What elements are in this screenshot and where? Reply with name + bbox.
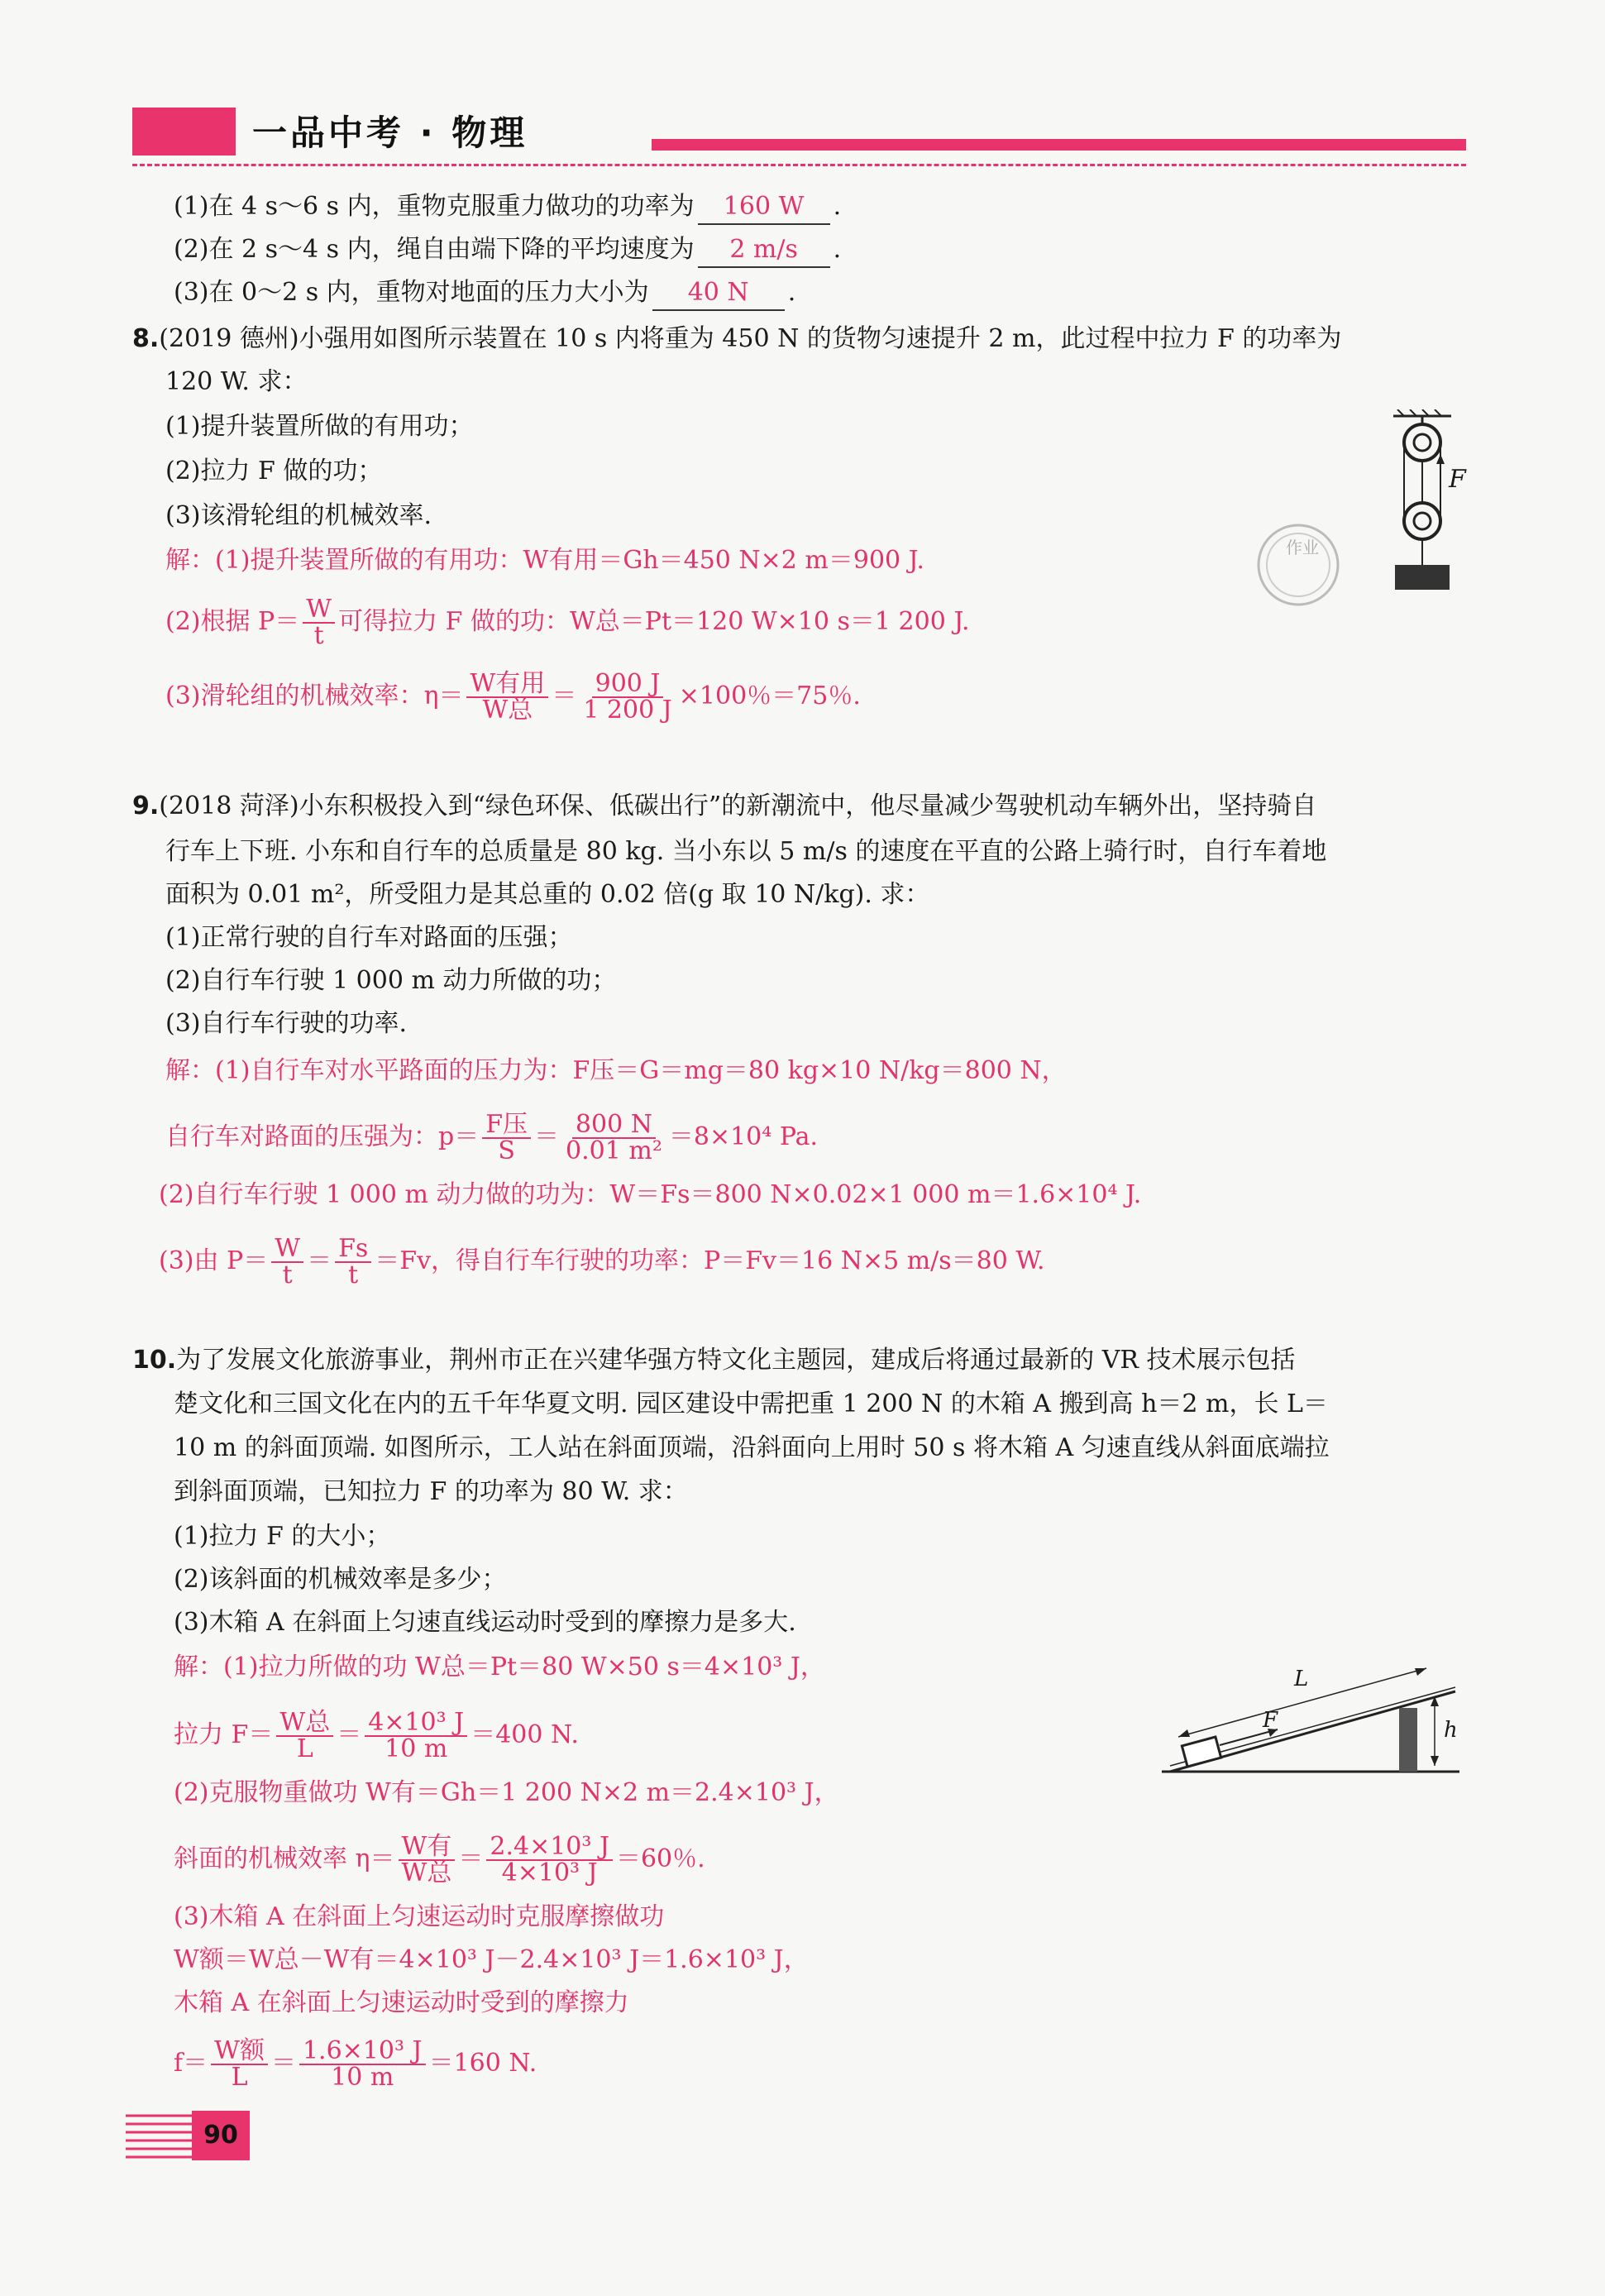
fraction-numerator: 2.4×10³ J — [486, 1834, 613, 1861]
q10-answer2-pre: 拉力 F＝ — [174, 1720, 274, 1749]
q10-answer8-fraction1 — [211, 2036, 268, 2092]
q10-answer7: 木箱 A 在斜面上匀速运动时受到的摩擦力 — [174, 1988, 629, 2017]
fraction-denominator: 4×10³ J — [501, 1858, 598, 1887]
q10-answer8-pre: f＝ — [174, 2049, 208, 2078]
q10-answer4-fraction2 — [486, 1834, 613, 1886]
q8-answer1: 解：(1)提升装置所做的有用功：W有用＝Gh＝450 N×2 m＝900 J. — [165, 546, 924, 575]
fraction-numerator: 1.6×10³ J — [299, 2039, 426, 2065]
q10-answer4-post: ＝60％. — [615, 1844, 705, 1873]
q9-answer2-post: ＝8×10⁴ Pa. — [668, 1122, 819, 1151]
fraction-numerator: W额 — [211, 2039, 268, 2065]
q10-stem4: 到斜面顶端，已知拉力 F 的功率为 80 W. 求： — [174, 1477, 688, 1506]
q7-part2-text: (2)在 2 s～4 s 内，绳自由端下降的平均速度为 — [174, 235, 695, 264]
q9-sub2: (2)自行车行驶 1 000 m 动力所做的功； — [165, 966, 617, 995]
equals-sign: ＝ — [337, 1720, 362, 1749]
q10-stem1: 为了发展文化旅游事业，荆州市正在兴建华强方特文化主题园，建成后将通过最新的 VR 技术展示包括 — [176, 1346, 1296, 1375]
fraction-numerator: 4×10³ J — [365, 1710, 467, 1737]
incline-height-label: h — [1444, 1718, 1458, 1743]
q7-part1-answer: 160 W — [698, 190, 830, 225]
q9-answer2-fraction1 — [482, 1112, 531, 1164]
q9-answer2-pre: 自行车对路面的压强为：p＝ — [165, 1122, 480, 1151]
fraction-denominator: 0.01 m² — [566, 1136, 662, 1165]
fraction-numerator: Fs — [335, 1236, 371, 1263]
incline-force-label: F — [1263, 1708, 1278, 1733]
fraction-denominator: L — [231, 2063, 248, 2092]
fraction-numerator: W — [271, 1236, 303, 1263]
q8-answer2-pre: (2)根据 P＝ — [165, 607, 300, 636]
fraction-numerator: W有 — [399, 1834, 456, 1861]
q8-answer3-fraction1 — [466, 669, 548, 725]
q8-sub3: (3)该滑轮组的机械效率. — [165, 501, 432, 530]
q10-answer4-pre: 斜面的机械效率 η＝ — [174, 1844, 395, 1873]
fraction-denominator: t — [282, 1260, 293, 1289]
equals-sign: ＝ — [552, 682, 577, 710]
q7-part2 — [174, 233, 841, 268]
q9-stem2: 行车上下班. 小东和自行车的总质量是 80 kg. 当小东以 5 m/s 的速度在平直的公路上骑行时，自行车着地 — [165, 837, 1327, 866]
q9-answer4-post: ＝Fv，得自行车行驶的功率：P＝Fv＝16 N×5 m/s＝80 W. — [375, 1246, 1045, 1275]
q9-answer4-fraction1 — [271, 1236, 303, 1288]
header-divider — [132, 164, 1466, 166]
q7-part1-end: . — [833, 192, 842, 221]
fraction-denominator: S — [498, 1136, 515, 1165]
q8-sub2: (2)拉力 F 做的功； — [165, 457, 383, 486]
fraction-numerator: W有用 — [466, 672, 548, 698]
q10-answer8-post: ＝160 N. — [428, 2049, 537, 2078]
q10-sub3: (3)木箱 A 在斜面上匀速直线运动时受到的摩擦力是多大. — [174, 1608, 796, 1637]
q8-answer2-post: 可得拉力 F 做的功：W总＝Pt＝120 W×10 s＝1 200 J. — [338, 607, 970, 636]
q10-number: 10. — [132, 1346, 177, 1375]
q8-answer2-fraction — [303, 597, 335, 648]
fraction-numerator: W总 — [276, 1710, 333, 1737]
q9-answer4 — [159, 1236, 1045, 1288]
fraction-denominator: 1 200 J — [583, 696, 672, 725]
fraction-denominator: t — [348, 1260, 359, 1289]
equals-sign: ＝ — [534, 1122, 560, 1151]
header-title: 一品中考 · 物理 — [252, 112, 528, 153]
q7-part3-answer: 40 N — [652, 276, 785, 311]
fraction-denominator: W总 — [482, 696, 533, 725]
q8-number: 8. — [132, 324, 160, 353]
fraction-numerator: 900 J — [592, 672, 664, 698]
equals-sign: ＝ — [307, 1246, 332, 1275]
q8-answer3-fraction2 — [580, 669, 675, 725]
fraction-numerator: F压 — [482, 1112, 531, 1139]
incline-plane-figure — [1162, 1658, 1468, 1782]
q10-stem-line1 — [132, 1344, 1295, 1377]
q10-stem3: 10 m 的斜面顶端. 如图所示，工人站在斜面顶端，沿斜面向上用时 50 s 将木箱 A 匀速直线从斜面底端拉 — [174, 1433, 1330, 1462]
q8-stem1: (2019 德州)小强用如图所示装置在 10 s 内将重为 450 N 的货物匀速提升 2 m，此过程中拉力 F 的功率为 — [159, 324, 1342, 353]
fraction-denominator: W总 — [401, 1858, 452, 1887]
incline-length-label: L — [1294, 1667, 1309, 1691]
fraction-denominator: 10 m — [331, 2063, 394, 2092]
q10-answer2 — [174, 1710, 579, 1762]
q8-answer3 — [165, 669, 861, 725]
q10-answer3: (2)克服物重做功 W有＝Gh＝1 200 N×2 m＝2.4×10³ J， — [174, 1778, 839, 1807]
q9-stem-line1 — [132, 790, 1316, 823]
stamp-text: 作业 — [1286, 538, 1319, 557]
fraction-denominator: 10 m — [385, 1734, 448, 1763]
q8-stem-line1 — [132, 323, 1341, 356]
q8-answer3-pre: (3)滑轮组的机械效率：η＝ — [165, 682, 464, 710]
q9-answer1: 解：(1)自行车对水平路面的压力为：F压＝G＝mg＝80 kg×10 N/kg＝800 N， — [165, 1056, 1067, 1085]
q10-answer6: W额＝W总－W有＝4×10³ J－2.4×10³ J＝1.6×10³ J， — [174, 1945, 809, 1974]
fraction-denominator: L — [296, 1734, 313, 1763]
q7-part1 — [174, 190, 841, 225]
q7-part3 — [174, 276, 795, 311]
q10-answer4 — [174, 1834, 705, 1886]
q10-answer2-post: ＝400 N. — [471, 1720, 579, 1749]
q7-part3-end: . — [787, 278, 796, 307]
q10-sub2: (2)该斜面的机械效率是多少； — [174, 1565, 507, 1594]
q8-sub1: (1)提升装置所做的有用功； — [165, 412, 474, 441]
equals-sign: ＝ — [458, 1844, 484, 1873]
page-number: 90 — [192, 2111, 250, 2160]
q7-part3-text: (3)在 0～2 s 内，重物对地面的压力大小为 — [174, 278, 649, 307]
q10-answer2-fraction2 — [365, 1710, 467, 1762]
fraction-numerator: 800 N — [572, 1112, 656, 1139]
q9-answer2 — [165, 1112, 818, 1164]
q9-answer2-fraction2 — [562, 1112, 666, 1164]
q8-stem2: 120 W. 求： — [165, 367, 308, 396]
equals-sign: ＝ — [270, 2049, 296, 2078]
q10-answer8 — [174, 2036, 537, 2092]
q9-answer3: (2)自行车行驶 1 000 m 动力做的功为：W＝Fs＝800 N×0.02×1 000 m＝1.6×10⁴ J. — [159, 1180, 1142, 1209]
q10-sub1: (1)拉力 F 的大小； — [174, 1522, 391, 1551]
q8-answer2 — [165, 597, 970, 648]
fraction-denominator: t — [313, 621, 324, 650]
q10-answer5: (3)木箱 A 在斜面上匀速运动时克服摩擦做功 — [174, 1902, 665, 1931]
q7-part2-answer: 2 m/s — [698, 233, 830, 268]
q7-part2-end: . — [833, 235, 842, 264]
q9-sub1: (1)正常行驶的自行车对路面的压强； — [165, 923, 573, 952]
q10-answer2-fraction1 — [276, 1710, 333, 1762]
q9-sub3: (3)自行车行驶的功率. — [165, 1009, 408, 1038]
q9-number: 9. — [132, 792, 160, 820]
header-bar — [652, 139, 1466, 151]
fraction-numerator: W — [303, 597, 335, 624]
q10-answer8-fraction2 — [299, 2036, 426, 2092]
q10-answer4-fraction1 — [399, 1834, 456, 1886]
header-block — [132, 108, 236, 155]
pulley-system-figure — [1377, 409, 1468, 600]
q10-answer1: 解：(1)拉力所做的功 W总＝Pt＝80 W×50 s＝4×10³ J， — [174, 1653, 825, 1681]
q9-stem1: (2018 菏泽)小东积极投入到“绿色环保、低碳出行”的新潮流中，他尽量减少驾驶机动车辆外出，坚持骑自 — [159, 792, 1317, 820]
q8-answer3-post: ×100％＝75％. — [678, 682, 861, 710]
q10-stem2: 楚文化和三国文化在内的五千年华夏文明. 园区建设中需把重 1 200 N 的木箱 A 搬到高 h＝2 m，长 L＝ — [174, 1390, 1328, 1418]
q7-part1-text: (1)在 4 s～6 s 内，重物克服重力做功的功率为 — [174, 192, 695, 221]
q9-stem3: 面积为 0.01 m²，所受阻力是其总重的 0.02 倍(g 取 10 N/kg). 求： — [165, 880, 930, 909]
q9-answer4-fraction2 — [335, 1236, 371, 1288]
q9-answer4-pre: (3)由 P＝ — [159, 1246, 269, 1275]
pulley-force-label: F — [1449, 465, 1466, 494]
